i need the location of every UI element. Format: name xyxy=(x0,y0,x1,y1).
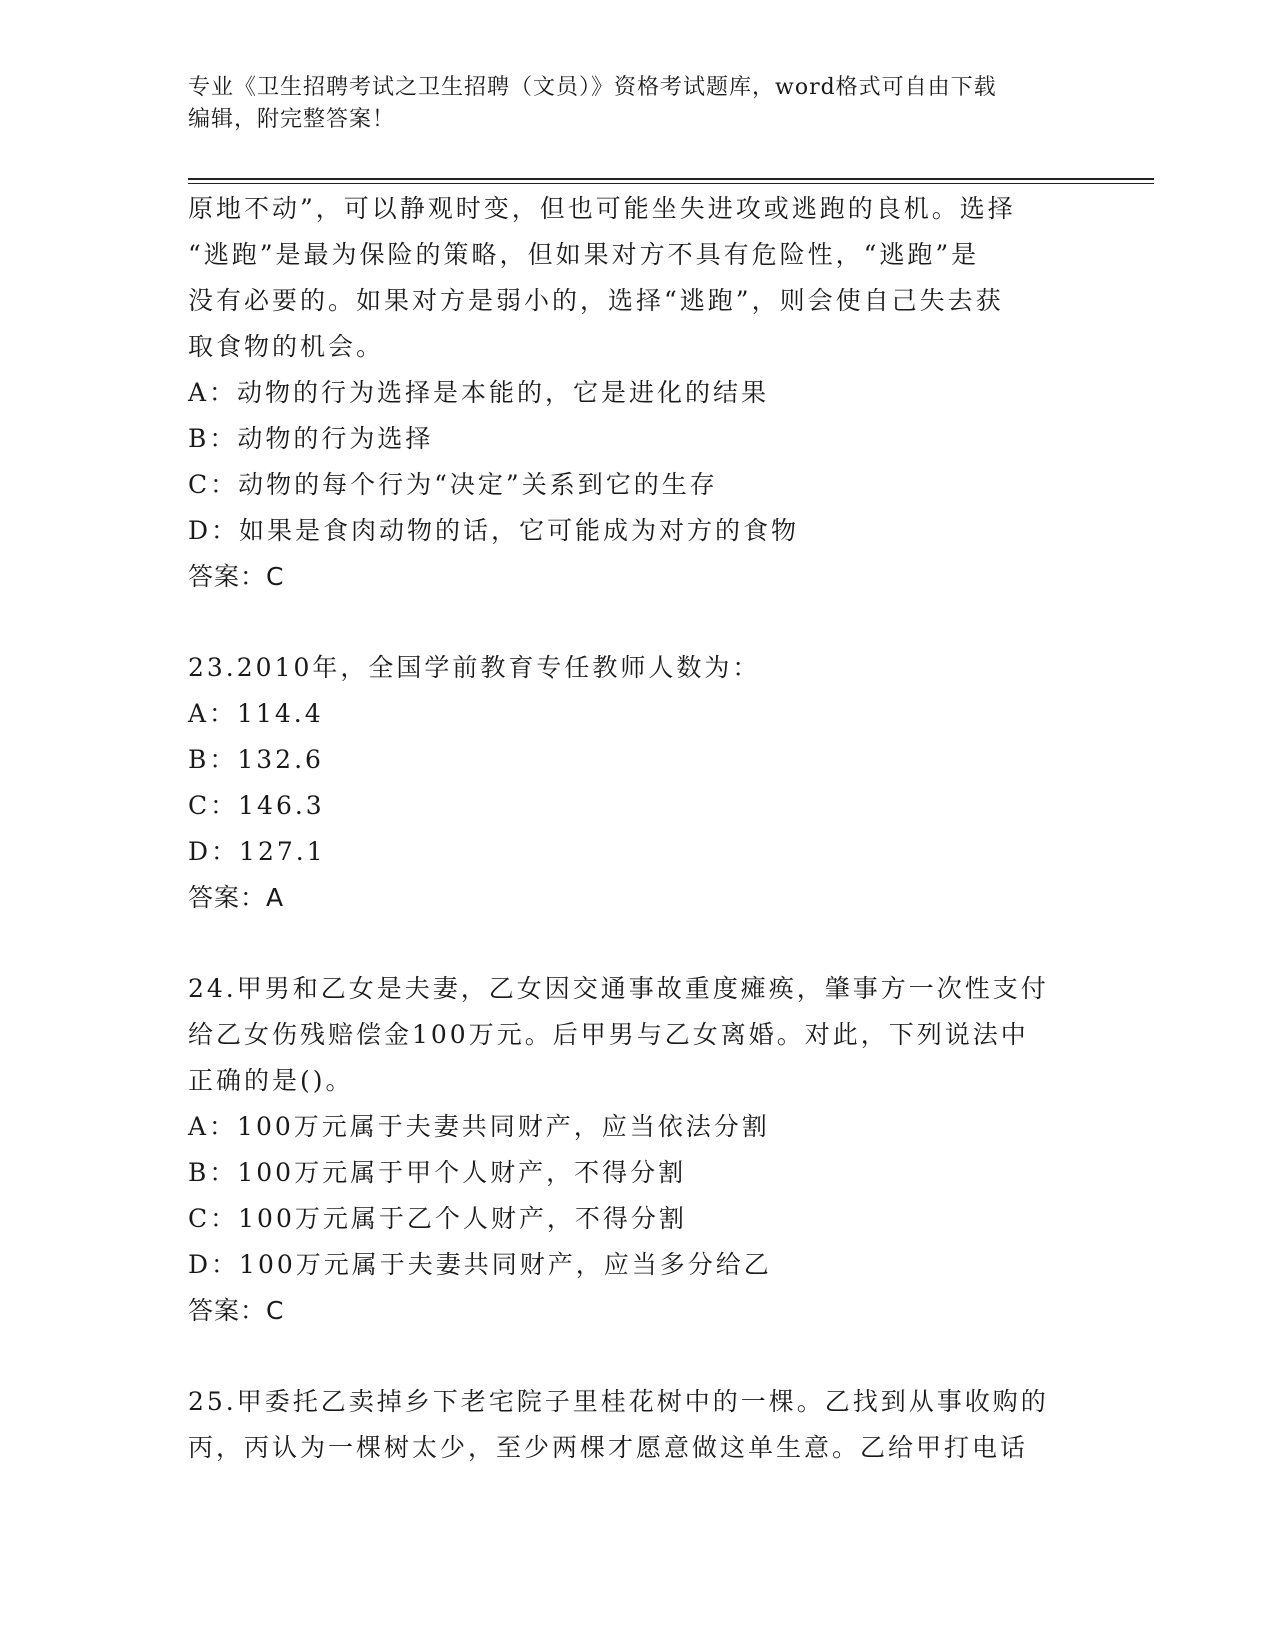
question-25 xyxy=(188,1379,1088,1471)
option-a: A：动物的行为选择是本能的，它是进化的结果 xyxy=(188,378,770,407)
question-stem-line: “逃跑”是最为保险的策略，但如果对方不具有危险性，“逃跑”是 xyxy=(188,240,980,269)
question-23 xyxy=(188,645,1088,921)
question-24 xyxy=(188,966,1088,1334)
option-d: D：100万元属于夫妻共同财产，应当多分给乙 xyxy=(188,1250,772,1279)
spacer xyxy=(188,921,1088,966)
question-stem-line: 没有必要的。如果对方是弱小的，选择“逃跑”，则会使自己失去获 xyxy=(188,286,1004,315)
question-stem-line: 原地不动”，可以静观时变，但也可能坐失进攻或逃跑的良机。选择 xyxy=(188,194,1016,223)
option-d: D：如果是食肉动物的话，它可能成为对方的食物 xyxy=(188,516,800,545)
header-line-1: 专业《卫生招聘考试之卫生招聘（文员）》资格考试题库，word格式可自由下载 xyxy=(188,75,997,100)
option-d: D：127.1 xyxy=(188,837,326,866)
option-b: B：100万元属于甲个人财产，不得分割 xyxy=(188,1158,687,1187)
document-header xyxy=(188,72,1068,136)
header-divider-thin xyxy=(188,183,1154,184)
question-stem-line: 丙，丙认为一棵树太少，至少两棵才愿意做这单生意。乙给甲打电话 xyxy=(188,1433,1029,1462)
question-stem-line: 24.甲男和乙女是夫妻，乙女因交通事故重度瘫痪，肇事方一次性支付 xyxy=(188,974,1049,1003)
option-a: A：114.4 xyxy=(188,699,324,728)
answer-line: 答案：C xyxy=(188,562,285,591)
option-c: C：146.3 xyxy=(188,791,325,820)
question-stem-line: 取食物的机会。 xyxy=(188,332,385,361)
option-b: B：动物的行为选择 xyxy=(188,424,434,453)
question-stem-line: 给乙女伤残赔偿金100万元。后甲男与乙女离婚。对此，下列说法中 xyxy=(188,1020,1029,1049)
question-stem-line: 正确的是()。 xyxy=(188,1066,354,1095)
option-c: C：100万元属于乙个人财产，不得分割 xyxy=(188,1204,687,1233)
option-b: B：132.6 xyxy=(188,745,324,774)
option-a: A：100万元属于夫妻共同财产，应当依法分割 xyxy=(188,1112,770,1141)
answer-line: 答案：C xyxy=(188,1296,285,1325)
option-c: C：动物的每个行为“决定”关系到它的生存 xyxy=(188,470,718,499)
answer-line: 答案：A xyxy=(188,883,285,912)
spacer xyxy=(188,600,1088,645)
question-22-continuation xyxy=(188,186,1088,600)
question-stem: 23.2010年，全国学前教育专任教师人数为： xyxy=(188,653,761,682)
header-line-2: 编辑，附完整答案！ xyxy=(188,107,396,132)
question-content xyxy=(188,186,1088,1471)
question-stem-line: 25.甲委托乙卖掉乡下老宅院子里桂花树中的一棵。乙找到从事收购的 xyxy=(188,1387,1049,1416)
spacer xyxy=(188,1334,1088,1379)
header-divider-thick xyxy=(188,178,1154,180)
